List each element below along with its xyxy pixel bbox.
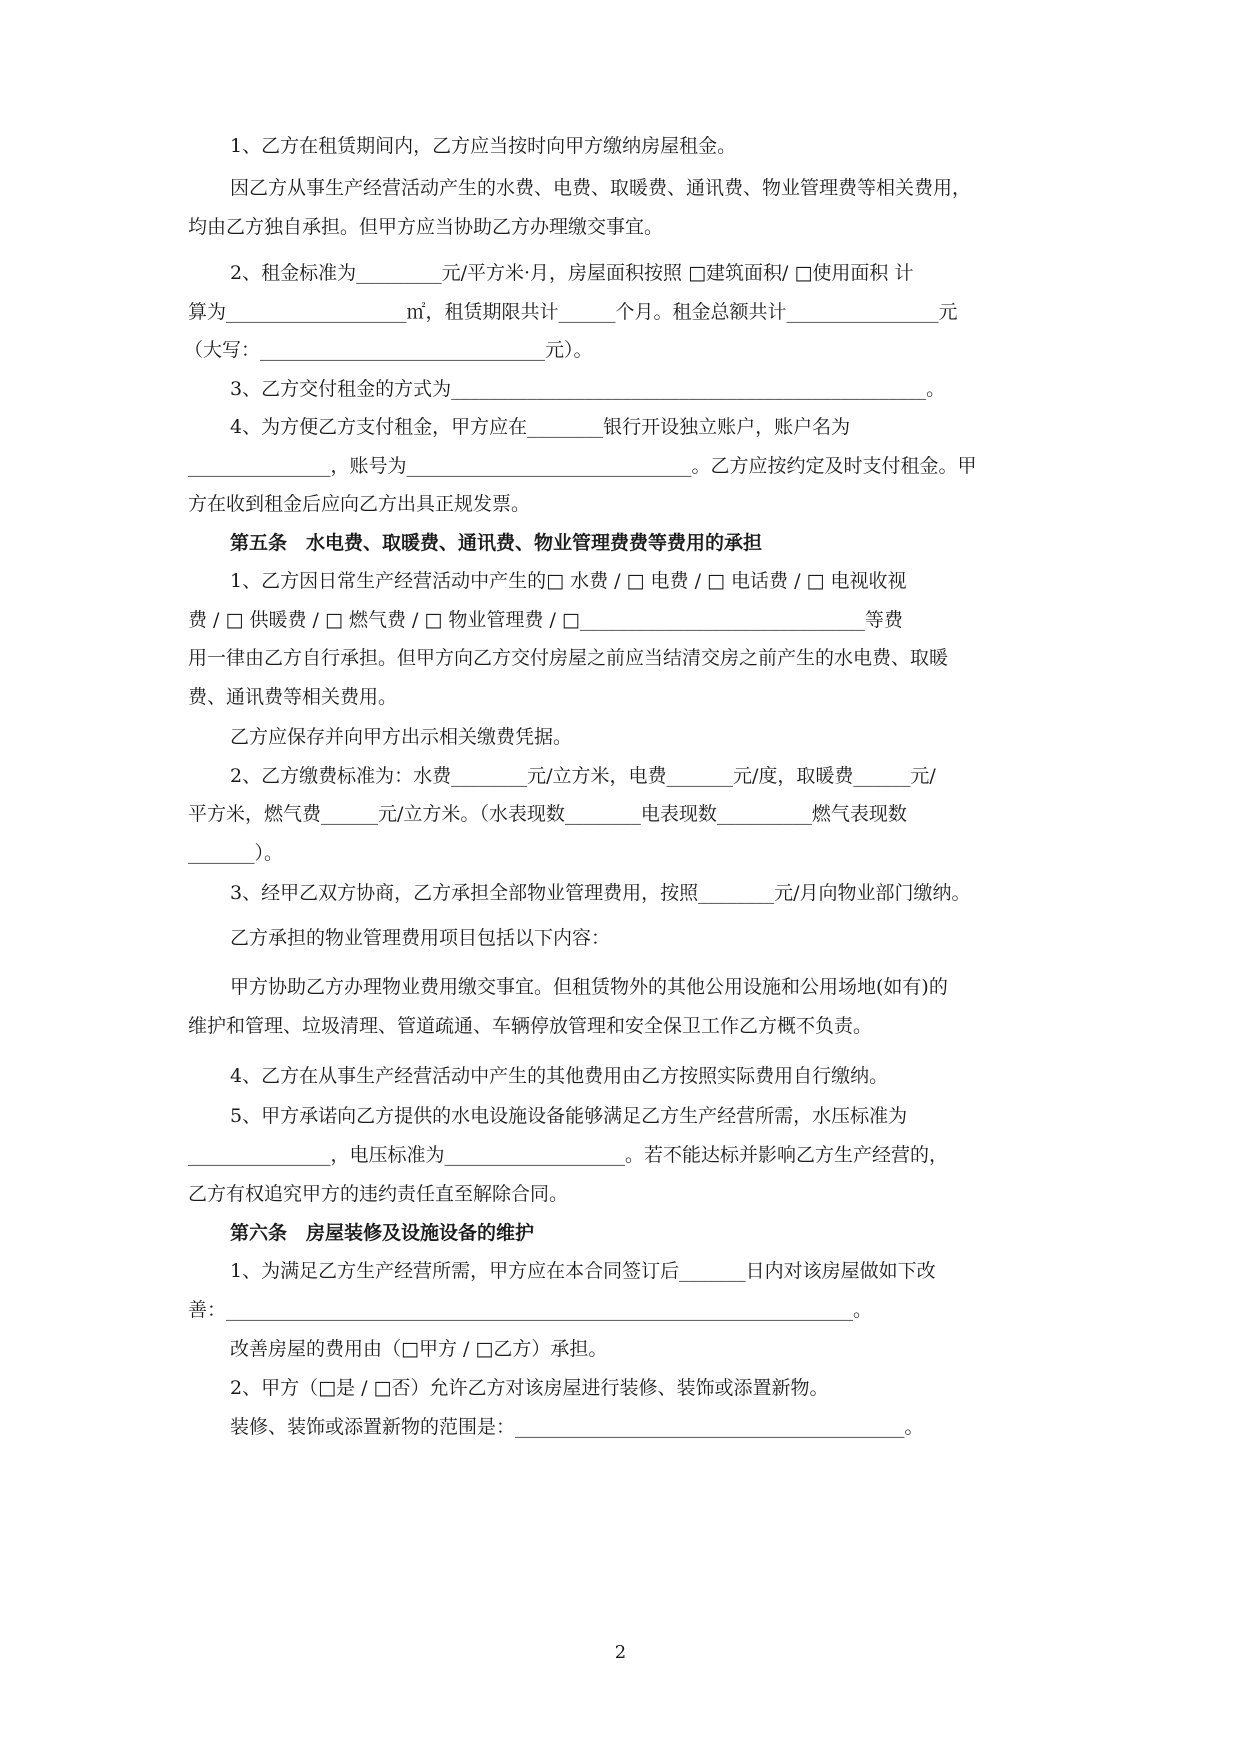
text-line: 2、甲方（□是 / □否）允许乙方对该房屋进行装修、装饰或添置新物。	[230, 1377, 829, 1399]
text-line: 均由乙方独自承担。但甲方应当协助乙方办理缴交事宜。	[188, 216, 664, 238]
text-line: 4、乙方在从事生产经营活动中产生的其他费用由乙方按照实际费用自行缴纳。	[230, 1065, 889, 1087]
text-line: 用一律由乙方自行承担。但甲方向乙方交付房屋之前应当结清交房之前产生的水电费、取暖	[188, 647, 949, 669]
text-line: 乙方承担的物业管理费用项目包括以下内容：	[230, 927, 611, 949]
text-line: 3、乙方交付租金的方式为__________________________________________________。	[230, 378, 946, 400]
section-heading: 第五条 水电费、取暖费、通讯费、物业管理费费等费用的承担	[230, 532, 763, 554]
text-line: 改善房屋的费用由（□甲方 / □乙方）承担。	[230, 1338, 608, 1360]
text-line: 5、甲方承诺向乙方提供的水电设施设备能够满足乙方生产经营所需，水压标准为	[230, 1105, 908, 1127]
text-line: _______）。	[188, 842, 284, 864]
text-line: 1、为满足乙方生产经营所需，甲方应在本合同签订后_______日内对该房屋做如下改	[230, 1260, 936, 1282]
text-line: 因乙方从事生产经营活动产生的水费、电费、取暖费、通讯费、物业管理费等相关费用，	[230, 177, 972, 199]
text-line: 善：__________________________________________________________________。	[188, 1299, 873, 1321]
page-number: 2	[614, 1642, 627, 1663]
text-line: 维护和管理、垃圾清理、管道疏通、车辆停放管理和安全保卫工作乙方概不负责。	[188, 1015, 873, 1037]
text-line: 算为___________________㎡，租赁期限共计______个月。租金总额共计________________元	[188, 301, 958, 323]
text-line: 2、乙方缴费标准为：水费________元/立方米，电费_______元/度，取暖费______元/	[230, 765, 936, 787]
text-line: 装修、装饰或添置新物的范围是：_________________________________________。	[230, 1416, 924, 1438]
text-line: 4、为方便乙方支付租金，甲方应在________银行开设独立账户，账户名为	[230, 416, 851, 438]
text-line: 1、乙方因日常生产经营活动中产生的□ 水费 / □ 电费 / □ 电话费 / □ 电视收视	[230, 570, 907, 592]
text-line: 费、通讯费等相关费用。	[188, 686, 398, 708]
text-line: （大写：______________________________元）。	[184, 339, 593, 361]
text-line: _______________，账号为______________________________。乙方应按约定及时支付租金。甲	[188, 455, 977, 477]
text-line: 费 / □ 供暖费 / □ 燃气费 / □ 物业管理费 / □______________________________等费	[188, 609, 903, 631]
text-line: 方在收到租金后应向乙方出具正规发票。	[188, 493, 531, 515]
text-line: 乙方有权追究甲方的违约责任直至解除合同。	[188, 1183, 569, 1205]
text-line: 2、租金标准为_________元/平方米·月，房屋面积按照 □建筑面积/ □使用面积 计	[230, 262, 914, 284]
text-line: 甲方协助乙方办理物业费用缴交事宜。但租赁物外的其他公用设施和公用场地(如有)的	[230, 976, 948, 998]
text-line: 3、经甲乙双方协商，乙方承担全部物业管理费用，按照________元/月向物业部门缴纳。	[230, 882, 971, 904]
text-line: 平方米，燃气费______元/立方米。（水表现数________电表现数__________燃气表现数	[188, 803, 907, 825]
text-line: 1、乙方在租赁期间内，乙方应当按时向甲方缴纳房屋租金。	[230, 135, 737, 157]
text-line: _______________，电压标准为___________________。若不能达标并影响乙方生产经营的，	[188, 1144, 949, 1166]
section-heading: 第六条 房屋装修及设施设备的维护	[230, 1222, 535, 1244]
text-line: 乙方应保存并向甲方出示相关缴费凭据。	[230, 726, 573, 748]
